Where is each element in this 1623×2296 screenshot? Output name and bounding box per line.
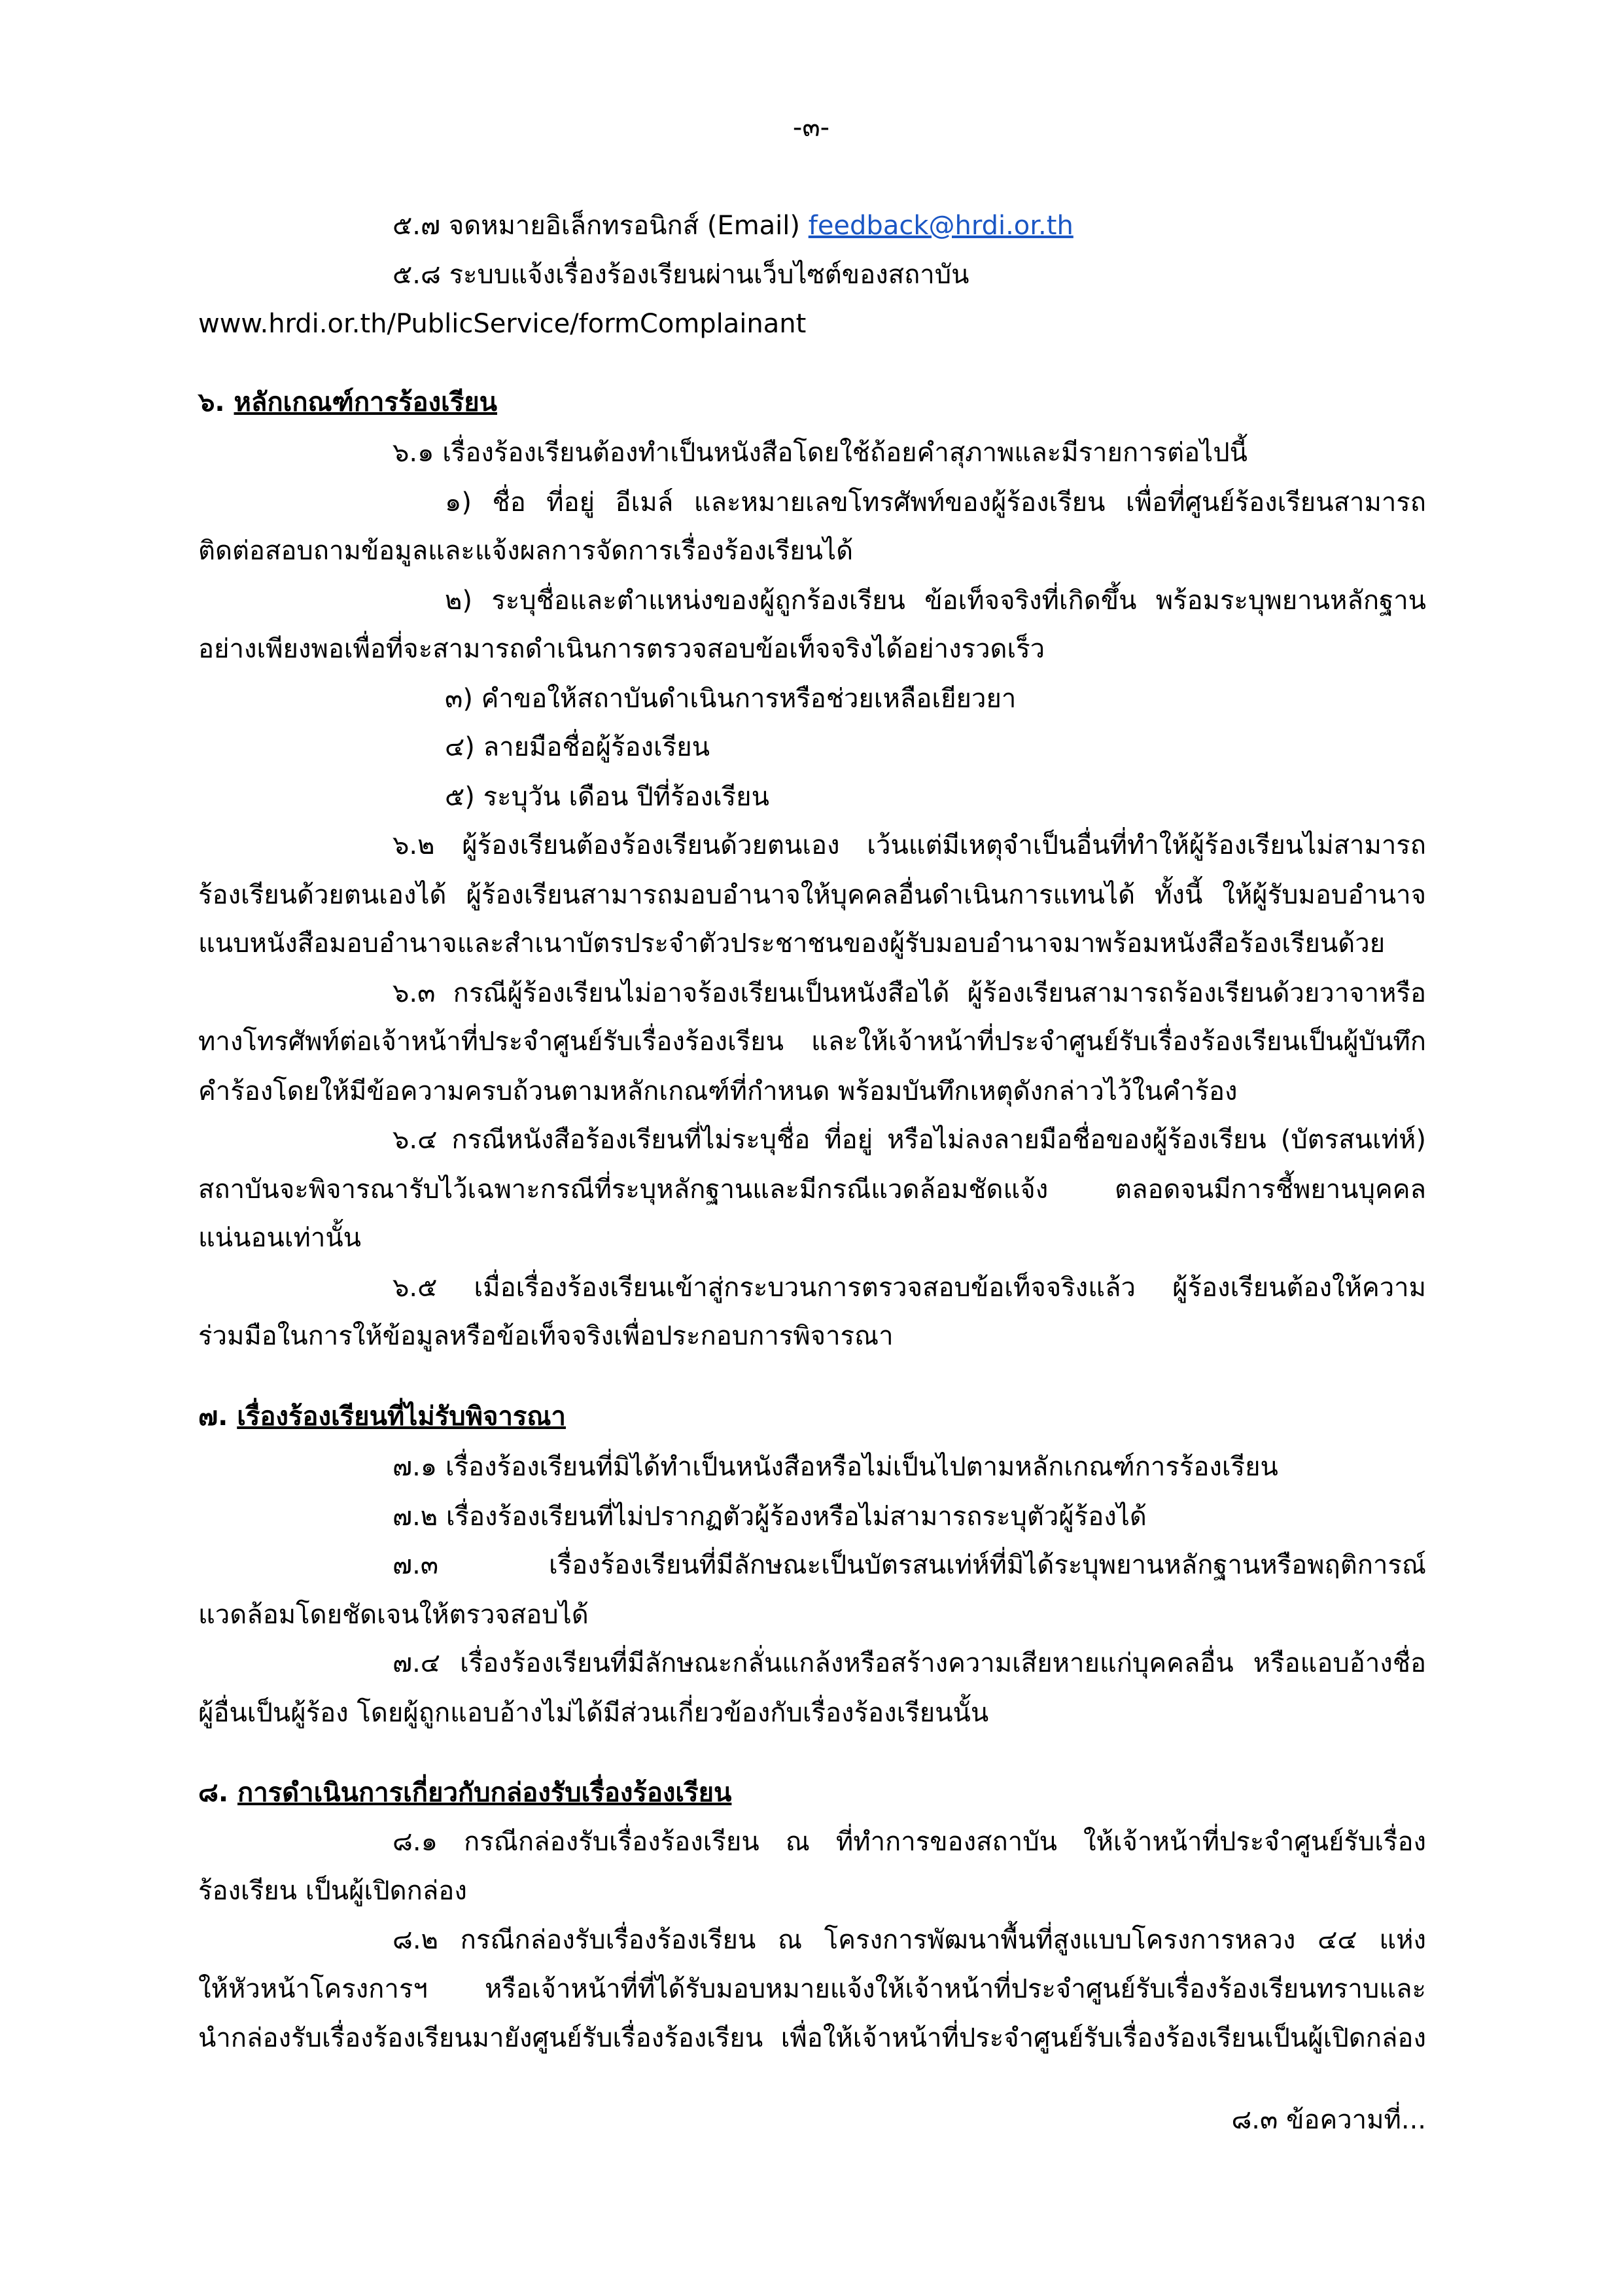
clause-6-4-line-3: แน่นอนเท่านั้น xyxy=(198,1223,362,1253)
clause-6-1: ๖.๑ เรื่องร้องเรียนต้องทำเป็นหนังสือโดยใช้ถ้อยคำสุภาพและมีรายการต่อไปนี้ xyxy=(393,438,1248,468)
clause-6-5-line-1: ๖.๕ เมื่อเรื่องร้องเรียนเข้าสู่กระบวนการตรวจสอบข้อเท็จจริงแล้ว ผู้ร้องเรียนต้องให้ความ xyxy=(393,1273,1426,1303)
section-7-title: เรื่องร้องเรียนที่ไม่รับพิจารณา xyxy=(237,1402,566,1432)
email-link[interactable]: feedback@hrdi.or.th xyxy=(808,211,1073,241)
web-url: www.hrdi.or.th/PublicService/formComplainant xyxy=(198,309,807,339)
clause-7-3-line-2: แวดล้อมโดยชัดเจนให้ตรวจสอบได้ xyxy=(198,1600,589,1630)
web-label: ๕.๘ ระบบแจ้งเรื่องร้องเรียนผ่านเว็บไซต์ของสถาบัน xyxy=(393,260,969,290)
clause-7-4-line-1: ๗.๔ เรื่องร้องเรียนที่มีลักษณะกลั่นแกล้งหรือสร้างความเสียหายแก่บุคคลอื่น หรือแอบอ้างชื่อ xyxy=(393,1648,1426,1678)
clause-8-2-line-3: นำกล่องรับเรื่องร้องเรียนมายังศูนย์รับเรื่องร้องเรียน เพื่อให้เจ้าหน้าที่ประจำศูนย์รับเรื่องร้องเรียนเป็นผู้เปิดกล่อง xyxy=(198,2023,1426,2053)
item-4: ๔) ลายมือชื่อผู้ร้องเรียน xyxy=(445,732,710,762)
clause-6-3-line-3: คำร้องโดยให้มีข้อความครบถ้วนตามหลักเกณฑ์ที่กำหนด พร้อมบันทึกเหตุดังกล่าวไว้ในคำร้อง xyxy=(198,1076,1238,1106)
clause-7-3-line-1: ๗.๓ เรื่องร้องเรียนที่มีลักษณะเป็นบัตรสนเท่ห์ที่มิได้ระบุพยานหลักฐานหรือพฤติการณ์ xyxy=(393,1550,1426,1580)
email-line xyxy=(393,206,1073,245)
item-1-line-2: ติดต่อสอบถามข้อมูลและแจ้งผลการจัดการเรื่องร้องเรียนได้ xyxy=(198,536,854,566)
clause-6-3-line-2: ทางโทรศัพท์ต่อเจ้าหน้าที่ประจำศูนย์รับเรื่องร้องเรียน และให้เจ้าหน้าที่ประจำศูนย์รับเรื่องร้องเรียนเป็นผู้บันทึก xyxy=(198,1027,1426,1057)
clause-7-1: ๗.๑ เรื่องร้องเรียนที่มิได้ทำเป็นหนังสือหรือไม่เป็นไปตามหลักเกณฑ์การร้องเรียน xyxy=(393,1452,1278,1482)
clause-6-4-line-2: สถาบันจะพิจารณารับไว้เฉพาะกรณีที่ระบุหลักฐานและมีกรณีแวดล้อมชัดแจ้ง ตลอดจนมีการชี้พยานบุคคล xyxy=(198,1174,1426,1205)
page-number: -๓- xyxy=(792,113,830,143)
clause-6-3-line-1: ๖.๓ กรณีผู้ร้องเรียนไม่อาจร้องเรียนเป็นหนังสือได้ ผู้ร้องเรียนสามารถร้องเรียนด้วยวาจาหรือ xyxy=(393,978,1426,1008)
clause-6-2-line-2: ร้องเรียนด้วยตนเองได้ ผู้ร้องเรียนสามารถมอบอำนาจให้บุคคลอื่นดำเนินการแทนได้ ทั้งนี้ ให้ผู้รับมอบอำนาจ xyxy=(198,880,1426,910)
clause-6-2-line-1: ๖.๒ ผู้ร้องเรียนต้องร้องเรียนด้วยตนเอง เว้นแต่มีเหตุจำเป็นอื่นที่ทำให้ผู้ร้องเรียนไม่สามารถ xyxy=(393,830,1426,860)
email-label: ๕.๗ จดหมายอิเล็กทรอนิกส์ (Email) xyxy=(393,211,801,241)
section-6-heading xyxy=(198,383,497,422)
clause-7-2: ๗.๒ เรื่องร้องเรียนที่ไม่ปรากฏตัวผู้ร้องหรือไม่สามารถระบุตัวผู้ร้องได้ xyxy=(393,1502,1147,1532)
section-8-heading xyxy=(198,1773,731,1812)
item-1-line-1: ๑) ชื่อ ที่อยู่ อีเมล์ และหมายเลขโทรศัพท์ของผู้ร้องเรียน เพื่อที่ศูนย์ร้องเรียนสามารถ xyxy=(445,487,1426,518)
item-5: ๕) ระบุวัน เดือน ปีที่ร้องเรียน xyxy=(445,782,769,812)
clause-8-1-line-1: ๘.๑ กรณีกล่องรับเรื่องร้องเรียน ณ ที่ทำการของสถาบัน ให้เจ้าหน้าที่ประจำศูนย์รับเรื่อง xyxy=(393,1827,1426,1857)
clause-6-5-line-2: ร่วมมือในการให้ข้อมูลหรือข้อเท็จจริงเพื่อประกอบการพิจารณา xyxy=(198,1321,894,1351)
clause-8-2-line-2: ให้หัวหน้าโครงการฯ หรือเจ้าหน้าที่ที่ได้รับมอบหมายแจ้งให้เจ้าหน้าที่ประจำศูนย์รับเรื่องร้องเรียนทราบและ xyxy=(198,1974,1426,2004)
clause-8-2-line-1: ๘.๒ กรณีกล่องรับเรื่องร้องเรียน ณ โครงการพัฒนาพื้นที่สูงแบบโครงการหลวง ๔๔ แห่ง xyxy=(393,1925,1426,1955)
item-2-line-1: ๒) ระบุชื่อและตำแหน่งของผู้ถูกร้องเรียน ข้อเท็จจริงที่เกิดขึ้น พร้อมระบุพยานหลักฐาน xyxy=(445,586,1426,616)
section-7-heading xyxy=(198,1397,566,1436)
section-6-number: ๖. xyxy=(198,387,225,417)
clause-6-4-line-1: ๖.๔ กรณีหนังสือร้องเรียนที่ไม่ระบุชื่อ ที่อยู่ หรือไม่ลงลายมือชื่อของผู้ร้องเรียน (บัตรสนเท่ห์) xyxy=(393,1125,1426,1155)
item-2-line-2: อย่างเพียงพอเพื่อที่จะสามารถดำเนินการตรวจสอบข้อเท็จจริงได้อย่างรวดเร็ว xyxy=(198,634,1045,664)
clause-7-4-line-2: ผู้อื่นเป็นผู้ร้อง โดยผู้ถูกแอบอ้างไม่ได้มีส่วนเกี่ยวข้องกับเรื่องร้องเรียนนั้น xyxy=(198,1698,989,1728)
section-8-number: ๘. xyxy=(198,1778,229,1808)
clause-8-1-line-2: ร้องเรียน เป็นผู้เปิดกล่อง xyxy=(198,1876,467,1906)
section-7-number: ๗. xyxy=(198,1402,228,1432)
section-8-title: การดำเนินการเกี่ยวกับกล่องรับเรื่องร้องเรียน xyxy=(237,1778,732,1808)
section-6-title: หลักเกณฑ์การร้องเรียน xyxy=(234,387,497,417)
item-3: ๓) คำขอให้สถาบันดำเนินการหรือช่วยเหลือเยียวยา xyxy=(445,684,1017,714)
continuation-note: ๘.๓ ข้อความที่... xyxy=(1231,2105,1426,2135)
clause-6-2-line-3: แนบหนังสือมอบอำนาจและสำเนาบัตรประจำตัวประชาชนของผู้รับมอบอำนาจมาพร้อมหนังสือร้องเรียนด้วย xyxy=(198,928,1386,959)
